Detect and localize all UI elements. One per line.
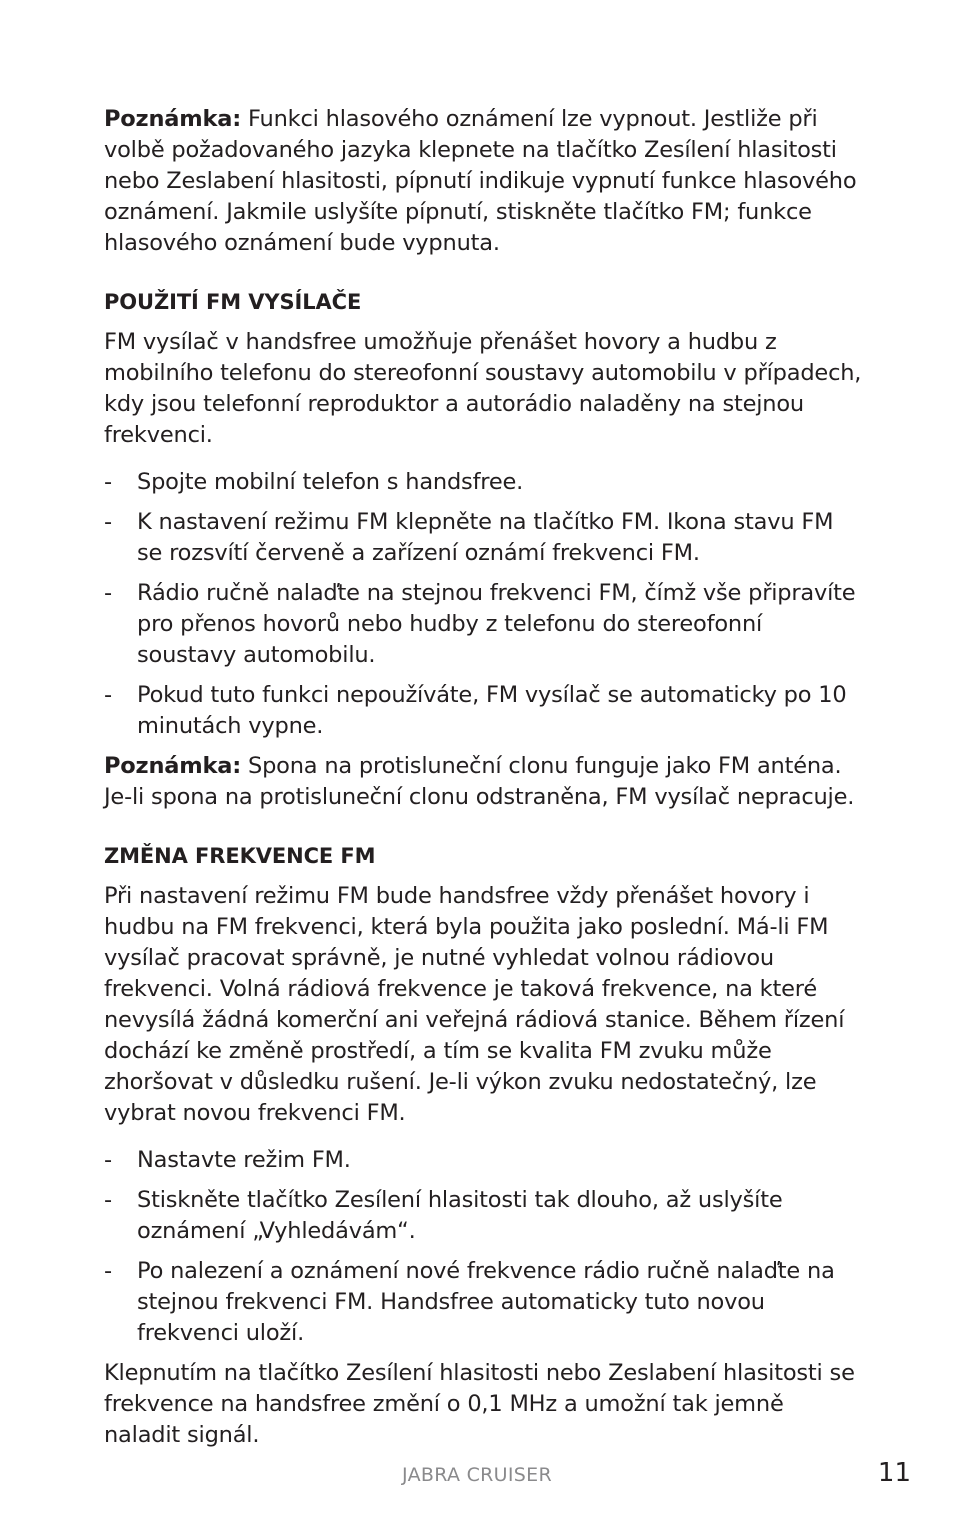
note-label: Poznámka:	[104, 753, 242, 779]
note-paragraph	[104, 751, 864, 813]
section-heading-fm-transmitter: POUŽITÍ FM VYSÍLAČE	[104, 290, 362, 314]
list-item: - Spojte mobilní telefon s handsfree.	[104, 469, 524, 495]
note-paragraph	[104, 104, 864, 259]
list-item: - Po nalezení a oznámení nové frekvence rádio ručně nalaďte na stejnou frekvenci FM. Handsfree automaticky tuto novou frekvenci uloží.	[104, 1258, 835, 1346]
note-text: Funkci hlasového oznámení lze vypnout. Jestliže při volbě požadovaného jazyka klepnete na tlačítko Zesílení hlasitosti nebo Zeslabení hlasitosti, pípnutí indikuje vypnutí funkce hlasového oznámení. Jakmile uslyšíte pípnutí, stiskněte tlačítko FM; funkce hlasového oznámení bude vypnuta.	[104, 106, 857, 256]
list-item-text: Stiskněte tlačítko Zesílení hlasitosti tak dlouho, až uslyšíte oznámení „Vyhledávám“.	[137, 1187, 783, 1244]
list-item: - K nastavení režimu FM klepněte na tlačítko FM. Ikona stavu FM se rozsvítí červeně a zařízení oznámí frekvenci FM.	[104, 509, 834, 566]
instruction-list	[104, 1145, 864, 1349]
list-item-text: Nastavte režim FM.	[137, 1147, 351, 1173]
section-intro-paragraph: FM vysílač v handsfree umožňuje přenášet hovory a hudbu z mobilního telefonu do stereofonní soustavy automobilu v případech, kdy jsou telefonní reproduktor a autorádio naladěny na stejnou frekvenci.	[104, 329, 862, 448]
section-intro-paragraph: Při nastavení režimu FM bude handsfree vždy přenášet hovory i hudbu na FM frekvenci, která byla použita jako poslední. Má-li FM vysílač pracovat správně, je nutné vyhledat volnou rádiovou frekvenci. Volná rádiová frekvence je taková frekvence, na které nevysílá žádná komerční ani veřejná rádiová stanice. Během řízení dochází ke změně prostředí, a tím se kvalita FM zvuku může zhoršovat v důsledku rušení. Je-li výkon zvuku nedostatečný, lze vybrat novou frekvenci FM.	[104, 883, 845, 1126]
section-heading-change-frequency: ZMĚNA FREKVENCE FM	[104, 844, 376, 868]
list-item-text: Po nalezení a oznámení nové frekvence rádio ručně nalaďte na stejnou frekvenci FM. Handsfree automaticky tuto novou frekvenci uloží.	[137, 1258, 835, 1346]
note-label: Poznámka:	[104, 106, 242, 132]
list-item-text: Rádio ručně nalaďte na stejnou frekvenci FM, čímž vše připravíte pro přenos hovorů nebo hudby z telefonu do stereofonní soustavy automobilu.	[137, 580, 856, 668]
list-item-text: Pokud tuto funkci nepoužíváte, FM vysílač se automaticky po 10 minutách vypne.	[137, 682, 847, 739]
page-content	[104, 104, 864, 1467]
page-number: 11	[877, 1458, 911, 1488]
list-item: - Nastavte režim FM.	[104, 1147, 351, 1173]
closing-paragraph: Klepnutím na tlačítko Zesílení hlasitosti nebo Zeslabení hlasitosti se frekvence na handsfree změní o 0,1 MHz a umožní tak jemně naladit signál.	[104, 1360, 855, 1448]
list-item: - Rádio ručně nalaďte na stejnou frekvenci FM, čímž vše připravíte pro přenos hovorů nebo hudby z telefonu do stereofonní soustavy automobilu.	[104, 580, 856, 668]
note-text: Spona na protisluneční clonu funguje jako FM anténa. Je-li spona na protisluneční clonu odstraněna, FM vysílač nepracuje.	[104, 753, 855, 810]
instruction-list	[104, 467, 864, 742]
list-item-text: Spojte mobilní telefon s handsfree.	[137, 469, 524, 495]
footer-product-title: JABRA CRUISER	[402, 1464, 552, 1486]
list-item: - Pokud tuto funkci nepoužíváte, FM vysílač se automaticky po 10 minutách vypne.	[104, 682, 847, 739]
list-item: - Stiskněte tlačítko Zesílení hlasitosti tak dlouho, až uslyšíte oznámení „Vyhledávám“.	[104, 1187, 783, 1244]
list-item-text: K nastavení režimu FM klepněte na tlačítko FM. Ikona stavu FM se rozsvítí červeně a zařízení oznámí frekvenci FM.	[137, 509, 834, 566]
